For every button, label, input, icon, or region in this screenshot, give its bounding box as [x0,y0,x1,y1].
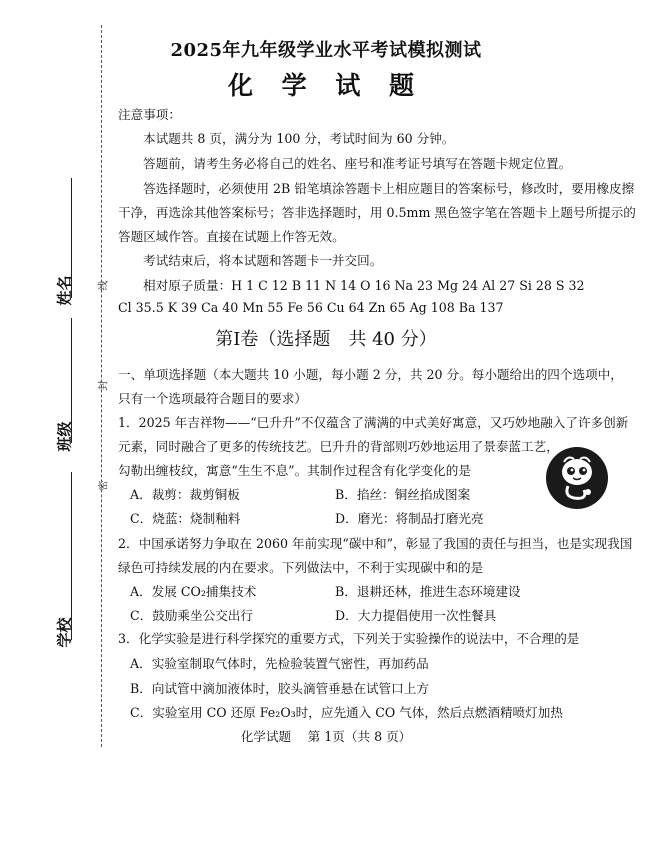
question-2-option-b: B．退耕还林，推进生态环境建设 [335,584,521,599]
page-footer: 化学试题 第 1页（共 8 页） [240,729,412,744]
note-item: 干净，再选涂其他答案标号；答非选择题时，用 0.5mm 黑色签字笔在答题卡上题号所提示的 [118,205,636,220]
section-instruction: 一、单项选择题（本大题共 10 小题，每小题 2 分，共 20 分。每小题给出的四个选项中， [118,367,623,382]
question-1-option-b: B．掐丝：铜丝掐成图案 [335,487,471,502]
atomic-mass-line: 相对原子质量：H 1 C 12 B 11 N 14 O 16 Na 23 Mg 24 Al 27 Si 28 S 32 [143,278,585,293]
question-1-stem: 元素，同时融合了更多的传统技艺。巳升升的背部则巧妙地运用了景泰蓝工艺， [118,439,559,454]
question-2-stem: 绿色可持续发展的内在要求。下列做法中，不利于实现碳中和的是 [118,560,484,575]
question-2-option-c: C．鼓励乘坐公交出行 [130,608,253,623]
section-instruction: 只有一个选项最符合题目的要求） [118,391,307,406]
note-item: 答选择题时，必须使用 2B 铅笔填涂答题卡上相应题目的答案标号，修改时，要用橡皮擦 [143,181,635,196]
question-1-stem: 勾勒出缠枝纹，寓意“生生不息”。其制作过程含有化学变化的是 [118,463,471,478]
atomic-mass-line: Cl 35.5 K 39 Ca 40 Mn 55 Fe 56 Cu 64 Zn 65 Ag 108 Ba 137 [118,300,504,315]
note-item: 答题前，请考生务必将自己的姓名、座号和准考证号填写在答题卡规定位置。 [143,156,572,171]
seal-char-secret: 密 [98,480,110,491]
seal-char-line: 线 [98,280,110,291]
question-1-option-d: D．磨光：将制品打磨光亮 [335,511,484,526]
question-1-option-a: A．裁剪：裁剪铜板 [130,487,240,502]
note-item: 考试结束后，将本试题和答题卡一并交回。 [143,253,383,268]
section-title: 第Ⅰ卷（选择题 共 40 分） [215,329,437,350]
note-item: 本试题共 8 页，满分为 100 分，考试时间为 60 分钟。 [143,131,455,146]
question-2-option-a: A．发展 CO₂捕集技术 [130,584,257,599]
mascot-snake-image [544,446,610,510]
question-2-stem: 2．中国承诺努力争取在 2060 年前实现“碳中和”，彰显了我国的责任与担当，也是实现我国 [118,536,633,551]
question-1-stem: 1．2025 年吉祥物——“巳升升”不仅蕴含了满满的中式美好寓意，又巧妙地融入了许多创新 [118,415,629,430]
subject-title: 化 学 试 题 [227,71,425,100]
question-3-option-b: B．向试管中滴加液体时，胶头滴管垂悬在试管口上方 [130,681,429,696]
exam-title: 2025年九年级学业水平考试模拟测试 [170,40,482,61]
question-2-option-d: D．大力提倡使用一次性餐具 [335,608,497,623]
question-3-stem: 3．化学实验是进行科学探究的重要方式，下列关于实验操作的说法中，不合理的是 [118,631,580,646]
notes-title: 注意事项： [118,107,181,122]
seal-char-seal: 封 [98,380,110,391]
question-3-option-c: C．实验室用 CO 还原 Fe₂O₃时，应先通入 CO 气体，然后点燃酒精喷灯加热 [130,705,563,720]
question-3-option-a: A．实验室制取气体时，先检验装置气密性，再加药品 [130,656,429,671]
note-item: 答题区域作答。直接在试题上作答无效。 [118,229,345,244]
name-label: 姓名 [55,275,74,306]
school-label: 学校 [55,617,74,648]
class-label: 班级 [55,421,74,452]
question-1-option-c: C．烧蓝：烧制釉料 [130,511,241,526]
